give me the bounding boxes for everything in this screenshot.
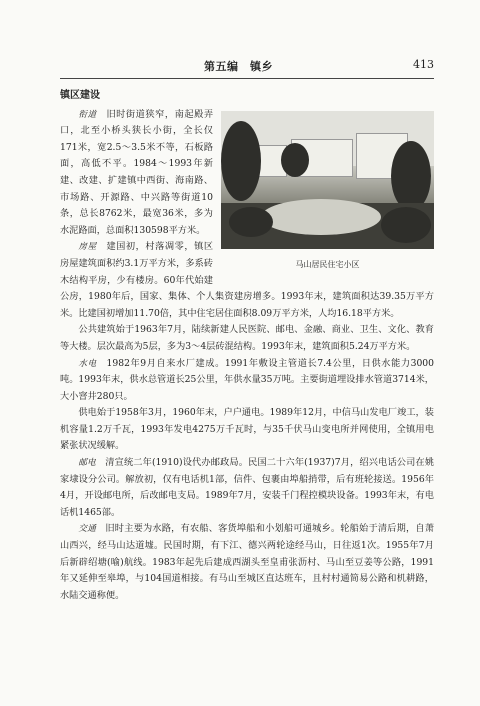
paragraph-transport — [60, 521, 434, 604]
paragraph-water — [60, 356, 434, 406]
photo-caption: 马山居民住宅小区 — [295, 259, 360, 269]
paragraph-label: 邮电 — [78, 458, 96, 469]
paragraph-label: 房屋 — [78, 242, 97, 253]
paragraph-text: 建国初，村落凋零，镇区房屋建筑面积约3.1万平方米，多系砖木结构平房，少有楼房。60年代始建公房，1980年后，国家、集体、个人集资建房增多。1993年末，建筑面积达39.35万平方米。比建国初增加11.70倍，其中住宅居住面积8.09万平方米，人均16.18平方米。 — [60, 241, 434, 319]
paragraph-text: 1982年9月自来水厂建成。1991年敷设主管道长7.4公里，日供水能力3000吨。1993年末，供水总管道长25公里，年供水量35万吨。主要街道埋设排水管道3714米，大小窨井280只。 — [60, 357, 434, 402]
header-rule — [60, 78, 434, 79]
paragraph-power — [60, 405, 434, 455]
residential-area-photo — [221, 111, 434, 249]
paragraph-post-telecom — [60, 455, 434, 521]
paragraph-label: 水电 — [78, 358, 97, 369]
paragraph-text: 旧时街道狭窄，南起殿弄口，北至小桥头狭长小街，全长仅171米，宽2.5～3.5米不等，石板路面，高低不平。1984～1993年新建、改建、扩建镇中西街、海南路、市场路、开源路、中兴路等街道10条，总长8762米，最宽36米，多为水泥路面，总面积130598平方米。 — [60, 108, 214, 236]
paragraph-text: 旧时主要为水路，有农船、客货埠船和小划船可通城乡。轮船始于清后期，自萧山西兴，经马山达道墟。民国时期，有下江、德兴两轮途经马山，日往返1次。1955年7月后新辟绍塘(喻)航线。1983年起先后建成西湖头至皇甫张沥村、马山至豆姜等公路，1991年又延伸至皋埠，与104国道相接。有马山至城区直达班车，且村村通简易公路和机耕路，水陆交通称便。 — [60, 523, 435, 601]
paragraph-label: 衔道 — [78, 109, 97, 120]
paragraph-text: 供电始于1958年3月，1960年末，户户通电。1989年12月，中信马山发电厂竣工，装机容量1.2万千瓦，1993年发电4275万千瓦时，与35千伏马山变电所并网使用，全镇用电紧张状况缓解。 — [60, 407, 434, 452]
page-number: 413 — [413, 58, 434, 71]
page-header — [0, 58, 480, 76]
page-body — [60, 86, 434, 604]
paragraph-public-buildings — [60, 322, 434, 355]
section-title: 镇区建设 — [60, 90, 100, 101]
paragraph-label: 交通 — [78, 524, 96, 535]
paragraph-text: 清宣统二年(1910)设代办邮政局。民国二十六年(1937)7月，绍兴电话公司在姚家埭设分公司。解放初，仅有电话机1部，信件、包裹由埠船捎带，后有班轮接送。1956年4月，开设邮电所，后改邮电支局。1989年7月，安装千门程控模块设备。1993年末，有电话机1465部。 — [60, 457, 435, 518]
chapter-title: 第五编 镇乡 — [204, 60, 273, 73]
paragraph-text: 公共建筑始于1963年7月，陆续新建人民医院、邮电、金融、商业、卫生、文化、教育等大楼。层次最高为5层，多为3～4层砖混结构。1993年末，建筑面积5.24万平方米。 — [60, 324, 434, 352]
photo-figure — [221, 111, 434, 274]
